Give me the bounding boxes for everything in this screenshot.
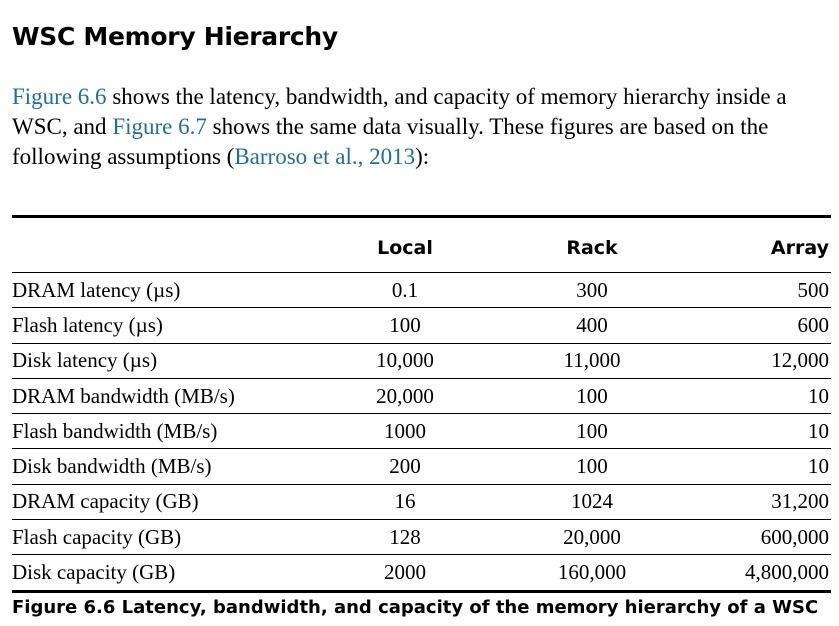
table-row <box>12 273 831 308</box>
cell-rack: 400 <box>496 308 688 343</box>
table-row <box>12 555 831 591</box>
paragraph-text-2: shows the same data visually. These figures are based on the following assumptions ( <box>12 114 769 169</box>
cell-array: 500 <box>688 273 831 308</box>
header-cell-array: Array <box>688 218 831 273</box>
row-label: Flash capacity (GB) <box>12 520 314 555</box>
paragraph-text-1: shows the latency, bandwidth, and capacity of memory hierarchy inside a WSC, and <box>12 84 787 139</box>
row-label: Flash latency (µs) <box>12 308 314 343</box>
figure-caption: Figure 6.6 Latency, bandwidth, and capacity of the memory hierarchy of a WSC <box>12 597 819 618</box>
cell-rack: 100 <box>496 414 688 449</box>
table-row <box>12 308 831 343</box>
cell-array: 12,000 <box>688 343 831 378</box>
figure-6-6-link[interactable]: Figure 6.6 <box>12 84 107 109</box>
table-row <box>12 449 831 484</box>
intro-paragraph <box>12 82 834 172</box>
cell-local: 0.1 <box>314 273 496 308</box>
paragraph-text-3: ): <box>415 144 430 169</box>
cell-rack: 1024 <box>496 484 688 519</box>
cell-rack: 300 <box>496 273 688 308</box>
cell-local: 128 <box>314 520 496 555</box>
table-header-row <box>12 218 831 273</box>
cell-local: 20,000 <box>314 378 496 413</box>
table-row <box>12 414 831 449</box>
cell-local: 100 <box>314 308 496 343</box>
cell-local: 10,000 <box>314 343 496 378</box>
row-label: Flash bandwidth (MB/s) <box>12 414 314 449</box>
figure-6-7-link[interactable]: Figure 6.7 <box>112 114 207 139</box>
cell-rack: 11,000 <box>496 343 688 378</box>
cell-array: 600 <box>688 308 831 343</box>
memory-hierarchy-table <box>12 215 831 593</box>
cell-local: 16 <box>314 484 496 519</box>
table-row <box>12 378 831 413</box>
cell-array: 600,000 <box>688 520 831 555</box>
table-row <box>12 520 831 555</box>
cell-local: 2000 <box>314 555 496 591</box>
cell-array: 4,800,000 <box>688 555 831 591</box>
cell-array: 31,200 <box>688 484 831 519</box>
section-heading: WSC Memory Hierarchy <box>12 22 338 51</box>
cell-array: 10 <box>688 414 831 449</box>
table-row <box>12 484 831 519</box>
cell-rack: 160,000 <box>496 555 688 591</box>
cell-rack: 100 <box>496 378 688 413</box>
cell-rack: 20,000 <box>496 520 688 555</box>
row-label: Disk latency (µs) <box>12 343 314 378</box>
row-label: Disk capacity (GB) <box>12 555 314 591</box>
cell-array: 10 <box>688 378 831 413</box>
cell-local: 1000 <box>314 414 496 449</box>
row-label: DRAM capacity (GB) <box>12 484 314 519</box>
row-label: DRAM latency (µs) <box>12 273 314 308</box>
table-row <box>12 343 831 378</box>
row-label: DRAM bandwidth (MB/s) <box>12 378 314 413</box>
cell-local: 200 <box>314 449 496 484</box>
cell-rack: 100 <box>496 449 688 484</box>
cell-array: 10 <box>688 449 831 484</box>
header-cell-local: Local <box>314 218 496 273</box>
row-label: Disk bandwidth (MB/s) <box>12 449 314 484</box>
header-cell-rack: Rack <box>496 218 688 273</box>
header-cell-empty <box>12 218 314 273</box>
citation-link[interactable]: Barroso et al., 2013 <box>234 144 416 169</box>
